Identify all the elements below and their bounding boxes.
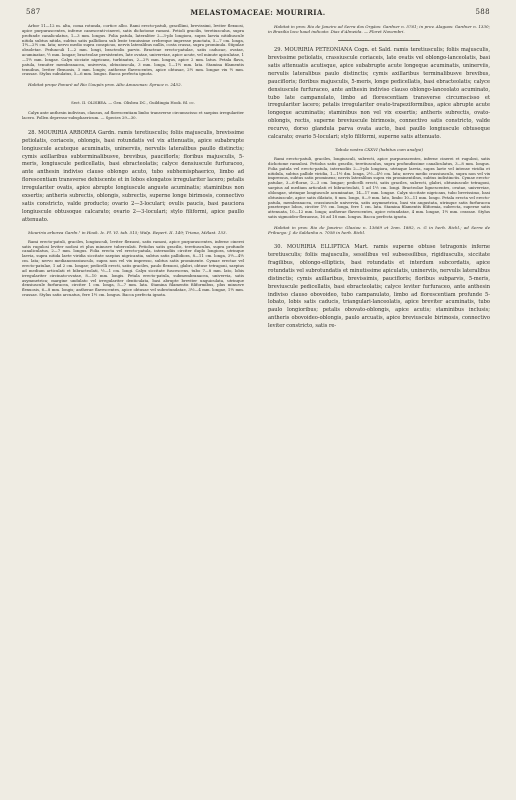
divider (338, 40, 420, 41)
species-28-description: Rami erecto-patuli, graciles, longiusculi, leviter flexuosi, satis ramosi, apice purpurascentes, inferne cinerei satis rugulosi leviter nodosi et plus minusve tuberculati. Petiolus satis gracilis, teretiusculus, supra profunde canaliculatus, 2—7 mm. longus. Folia erecta vel erecto-patula, internodiis circiter duplo longiora, utrinque laevia, supra nitida laete viridia siccitate saepius nigricantia, subtus satis pallidiora, 8—11 cm. longa, 3½—4½ cm. lata; nervo medianorassiusculo, supra non vel vix impresso, subtus satis prominente. Cymae erectae vel erecto-patulae, 1 ad 2 cm. longae; pedicelli erecti, satis graciles, paulo flexuosi, glabri, obtuse tetragoni, saepius ad medium articulati et bibracteolati, ½—1 cm. longi. Calyx siccitate fuscescens, tubo 7—8 mm. lato, lobis irregulariter circinato-ovatae, 8—10 mm. longis. Petala erecto-patula, submembranacea, univervia, satis asymmetrica; margine undulato vel irregulariter denticulata, basi abrupte breviter unguiculata, utrinque densiuscule furfuracea, circiter 1 cm. longa, 5—7 mm. lata. Stamina filamentis filiformibus, plus minusve flexuosis, 6—8 mm. longis; antherae flavescentes, apice obtusae vel subrotundatae, 3½—4 mm. longae, 1½ mm. crassae. Stylus satis arcuatus, fere 1½ cm. longus. Bacca perfecta ignota. (22, 238, 244, 298)
page-number-left: 587 (26, 8, 41, 16)
species-29-habitat: Habitat in prov. Rio de Janeiro: Glaziou n. 13669 et 2nm. 1882, n. G in herb. Richl.; ad Serra de Friburgo: J. de Saldanha n. 7058 in herb. Richl. (268, 224, 490, 236)
section-heading-olisbea: Sect. II. OLISBEA. — Gen. Olisbea DC., Guildingia Hook. fil. cc. (71, 100, 195, 106)
species-29-diagnosis: 29. MOURIRIA PETEONIANA Cogn. et Sald. ramis teretiusculis; foliis majusculis, brevissime petiolatis, crassiuscule coriaceis, late ovatis vel oblongo-lanceolatis, basi satis attenuatis acutisque, apice subabrupte acute longeque acuminatis, uninerviis, nervulis lateralibus paulo distinctis; cymis axillaribus terminalibusve brevibus, paucifloris; floribus majusculis, 5-meris, longe pedicellatis, basi ebracteolatis; calyce densiuscule furfuraceo, ante anthesin indiviso clauso oblongo-lanceolato acuminato, tubo late campanulato, limbo ad florescentiam transverse circumscisso et irregulariter lacero; petalis irregulariter ovato-trapeziformibus, apice abrupte acute longeque acuminatis; staminibus non vel vix exsertis; antheris subrectis, ovato-oblongis, rectis, superne breviuscule birimosis, connectivo satis constricto, valde recurvo, dorso glandula parva ovata aucto, basi paullo longiuscule obtuseque calcarato; ovario 5-loculari; stylo filiformi, superne satis attenuato. (268, 47, 490, 141)
page-number-right: 588 (475, 8, 490, 16)
species-27-habitat: Habitat prope Panuré ad Rio Uaupés prov. Alto Amazonas: Spruce n. 2452. (28, 82, 182, 88)
right-column (268, 24, 490, 792)
plate-reference: Tabula nostra CXXVI (habitus cum analysi) (334, 146, 424, 152)
running-title: MELASTOMACEAE: MOURIRIA. (190, 8, 326, 17)
species-27-description: Arbor 11—12 m. alta, coma rotunda, cortice albo. Rami erecto-patuli, gracillimi, brevissimi, leviter flexuosi, apice purpurascentes, inferne canescenti-cinerei, satis dichotome ramosi. Petioli gracilis, teretiusculus, supra profunde canaliculatus, 1—3 mm. longus. Folia patula, lateraliter 2—3-plo longiora, supra laevia nitidiuscule nitida subtus nitida, subtus satis pallidiora sub lente tenuissime crebreque impresse punctata, 5—7 cm. longa, 1½—2½ cm. lata; nervo medio supra conspicuo, nervis lateralibus nullis, costa crassa, supra prominula. Stipulae obsoletae. Pedunculi 1—2 mm. longi, bracteolis parvis. Bracteae erecto-patulae, satis caducae, ovatae, acuminatae, ½ mm. longae; bracteolae persistentes, late ovatae, univerviae, apice acute, vel minute apiculatae, 1—1½ mm. longae. Calyx sicciate nigricans, turbinatus, 2—2½ mm. longus, apice 2 mm. latus. Petala flava, patula, tenuiter membranacea, univervia, obtusiuscula, 3 mm. longa, 1—1½ mm. lata. Stamina filamentis tenuibus, leviter flexuosis, 3 mm. longis; antherae flavescentes, apice obtusae, 2½ mm. longae vix ½ mm. crassae. Stylus subulatus, 5—6 mm. longus. Bacca perfecta ignota. (22, 24, 244, 77)
species-28-synonymy: Mouriria arborea Gardn.¹ in Hook. Ic. Pl. VI. tab. 515; Walp. Repert. II. 149; Triana, Mélast. 153. (28, 229, 227, 235)
species-29-description: Rami erecto-patuli, graciles, longiusculi, subrecti, apice purpurascentes, inferne cinerei et rugulosi, satis dichotome ramulosi. Petiolus satis gracilis, teretiusculus, supra profundissime canaliculatus, 3—8 mm. longus. Folia patula vel erecto-patula, internodiis 2—3-plo longiora, utrinque laevia, supra laete vel intense viridia et nitidula, subtus pallide viridia, 1—1½ dm. longa, 2½—4½ cm. lata; nervo medio crassiusculo, supra non vel vix impressus, subtus satis prominens; nervis lateralibus supra vix prominentibus, subtus indistinctis. Cymae erecto-patulae, 3—6-florae, 2—3 cm. longae; pedicelli erecti, satis graciles, subrecti, glabri, obtusiuscule tetragoni, saepius ad medium articulati et bibracteolati, 1 ad 1½ cm. longi. Bracteolae lignescentes, ovatae, univerviae, oblongae, utrinque longiuscule acuminatae, 14—17 mm. longae. Calyx siccitate nigricans, tubo brevissimo, basi obtusiuscule, apice satis dilatato, 8 mm. longo, 8—9 mm. lato, limbo 10—11 mm. longo. Petala erecta vel erecto-patula, membranacea, crassiuscule univervia, satis asymmetrica, basi vix angustata, utrinque satis furfuracea praeterque lobos, circiter 1½ cm. longa, fere 1 cm. lata. Stamina filamentis filiformia, subrecta, superne satis attenuata, 10—12 mm. longa; antherae flavescentes, apice rotundatae, 4 mm. longae, 1½ mm. crassae. Stylus satis sigmoideo-flexuosus, 16 ad 18 mm. longus. Bacca perfecta ignota. (268, 156, 490, 220)
species-30-diagnosis: 30. MOURIRIA ELLIPTICA Mart. ramis superne obtuse tetragonis inferne teretiusculis; foliis majusculis, sessilibus vel subsessilibus, rigidiusculis, siccitate fragilibus, oblongo-ellipticis, basi rotundatis et interdum subcordatis, apice rotundatis vel subrotundatis et minutissime apiculatis, uninerviis, nervulis lateralibus distinctis; cymis axillaribus, brevissimis, paucifloris; floribus subparvis, 5-meris, breviuscule pedicellatis, basi ebracteolatis; calyce leviter furfuraceo, ante anthesin indiviso clauso obovoideo, tubo campanulato, limbo ad florescentiam profunde 5-lobato, lobis satis caducis, triangulari-lanceolatis, apice breviter acuminatis, tubo paulo longioribus; petalis obovato-oblongis, apice acutis; staminibus inclusis; antheris obovoideo-oblongis, paulo arcuatis, apice breviuscule birimosis, connectivo leviter constricto, satis re- (268, 244, 490, 330)
running-header (26, 8, 490, 22)
species-28-diagnosis: 28. MOURIRIA ARBOREA Gardn. ramis teretiusculis; foliis majusculis, brevissime petiolatis, coriaceis, oblongis, basi rotundatis vel vix attenuatis, apice subabrupte longiuscule acuteque acuminatis, uninerviis, nervulis lateralibus paullo distinctis; cymis axillaribus subterminalibusve, brevibus, pauciflorls; floribus majusculis, 5-meris, longiuscule pedicellatis, basi ebracteolatis; calyce densiuscule furfuraceo, ante anthesin indiviso clauso oblongo acuto, tubo subhemisphaerico, limbo ad florescentiam transverse dehiscente et in lobos elongatos irregulariter lacero; petalis irregulariter ovatis, apice abrupte longiuscule anguste acuminatis; staminibus non exsertis; antheris subrectis, oblongis, subrectis, superne longe birimosis, connectivo satis constricto, valde producto; ovario 2—3-loculari; ovulis paucis, basi pauciora longiuscule obtusoque calcarato; ovario 2—3-loculari; stylo filiformi, apice paullo attenuato. (22, 129, 244, 223)
species-28-habitat: Habitat in prov. Rio de Janeiro ad Serra dos Orgãos: Gardner n. 5761; in prov. Alagoas: Gardner n. 1330; in Brasilia loco haud indicato: Diaz d'Almeida. — Floret Novembri. (268, 24, 490, 35)
left-column (22, 24, 244, 792)
section-description: Calyx ante anthesin indivisus, clausus, ad florescentiam limbo transverse circumscisso et saepius irregulariter lacero. Pollen depresso-subsphaericum. — Species 29—30. (22, 110, 244, 121)
